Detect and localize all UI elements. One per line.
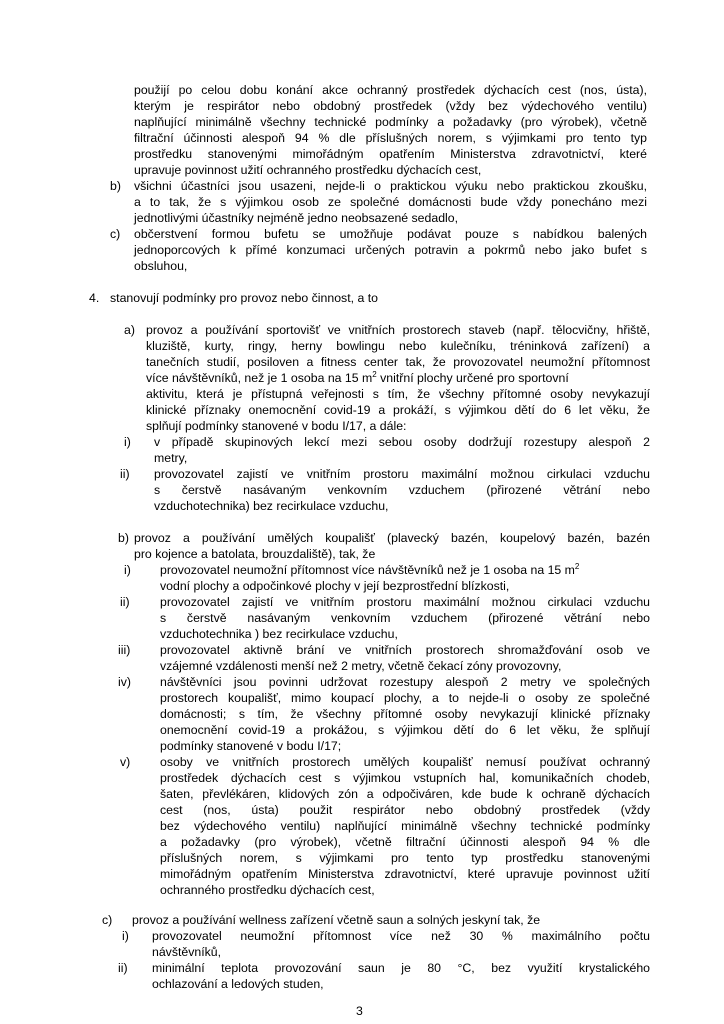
paragraph-line: vzduchotechnika ) bez recirkulace vzduchu,	[160, 627, 398, 641]
paragraph-line: ochranného prostředku dýchacích cest,	[160, 883, 375, 897]
list-label: ii)	[120, 467, 130, 481]
paragraph-line	[160, 562, 579, 578]
section-number: 4.	[89, 291, 100, 305]
list-label: iii)	[118, 643, 131, 657]
superscript: 2	[372, 370, 377, 379]
paragraph-line: metry,	[154, 451, 188, 465]
list-label: c)	[102, 913, 113, 927]
paragraph-line: občerstvení formou bufetu se umožňuje podávat pouze s nabídkou balených	[134, 227, 647, 241]
paragraph-line: jednoporcových k přímé konzumaci určených potravin a pokrmů nebo jako bufet s	[134, 243, 647, 257]
paragraph-line: obsluhou,	[134, 259, 188, 273]
paragraph-line: návštěvníků,	[152, 945, 222, 959]
paragraph-line	[146, 370, 569, 386]
list-label: b)	[118, 531, 129, 545]
paragraph-line: domácnosti; s tím, že všechny přítomné osoby nevykazují klinické příznaky	[160, 707, 650, 721]
paragraph-line: návštěvníci jsou povinni udržovat rozestupy alespoň 2 metry ve společných	[160, 675, 650, 689]
paragraph-line: v případě skupinových lekcí mezi sebou osoby dodržují rozestupy alespoň 2	[154, 435, 650, 449]
paragraph-line: pro kojence a batolata, brouzdaliště), tak, že	[134, 547, 376, 561]
paragraph-line: použijí po celou dobu konání akce ochranný prostředek dýchacích cest (nos, ústa),	[134, 83, 647, 97]
list-label: c)	[110, 227, 121, 241]
list-label: a)	[124, 323, 135, 337]
paragraph-line: kterým je respirátor nebo obdobný prostředek (vždy bez výdechového ventilu)	[134, 99, 647, 113]
paragraph-line: aktivitu, která je přístupná veřejnosti s tím, že všechny přítomné osoby nevykazují	[146, 387, 650, 401]
list-label: iv)	[118, 675, 131, 689]
list-label: i)	[124, 435, 131, 449]
paragraph-line: mimořádným opatřením Ministerstva zdravotnictví, které upravuje povinnost užití	[160, 867, 650, 881]
paragraph-line: klinické příznaky onemocnění covid-19 a prokáží, s výjimkou dětí do 6 let věku, že	[146, 403, 650, 417]
paragraph-line: provozovatel neumožní přítomnost více než 30 % maximálního počtu	[152, 929, 650, 943]
paragraph-line: jednotlivými účastníky nejméně jedno neobsazené sedadlo,	[134, 211, 459, 225]
text-run: vnitřní plochy určené pro sportovní	[380, 371, 569, 385]
paragraph-line: provoz a používání umělých koupališť (plavecký bazén, koupelový bazén, bazén	[134, 531, 650, 545]
list-label: i)	[122, 929, 129, 943]
paragraph-line: s čerstvě nasávaným venkovním vzduchem (přirozené větrání nebo	[160, 611, 650, 625]
paragraph-line: a požadavky (pro výrobek), včetně filtrační účinnosti alespoň 94 % dle	[160, 835, 650, 849]
paragraph-line: prostředku stanovenými mimořádným opatřením Ministerstva zdravotnictví, které	[134, 147, 647, 161]
list-label: i)	[124, 563, 131, 577]
paragraph-line: splňují podmínky stanovené v bodu I/17, a dále:	[146, 419, 407, 433]
paragraph-line: provozovatel zajistí ve vnitřním prostoru maximální možnou cirkulaci vzduchu	[154, 467, 650, 481]
paragraph-line: prostorech koupališť, mimo koupací plochy, a to nejde-li o osoby ze společné	[160, 691, 650, 705]
paragraph-line: cest (nos, ústa) použit respirátor nebo obdobný prostředek (vždy	[160, 803, 650, 817]
text-run: provozovatel neumožní přítomnost více návštěvníků než je 1 osoba na 15 m	[160, 563, 575, 577]
paragraph-line: příslušných norem, s výjimkami pro tento typ prostředku stanovenými	[160, 851, 650, 865]
paragraph-line: prostředek dýchacích cest s výjimkou vstupních hal, komunikačních chodeb,	[160, 771, 650, 785]
paragraph-line: podmínky stanovené v bodu I/17;	[160, 739, 342, 753]
superscript: 2	[574, 562, 580, 571]
paragraph-line: vzájemné vzdálenosti menší než 2 metry, včetně čekací zóny provozovny,	[160, 659, 562, 673]
paragraph-line: ochlazování a ledových studen,	[152, 977, 324, 991]
paragraph-line: provoz a používání sportovišť ve vnitřních prostorech staveb (např. tělocvičny, hřiště,	[146, 323, 650, 337]
paragraph-line: všichni účastníci jsou usazeni, nejde-li o praktickou výuku nebo praktickou zkoušku,	[134, 179, 647, 193]
paragraph-line: bez výdechového ventilu) naplňující minimálně všechny technické podmínky	[160, 819, 650, 833]
paragraph-line: onemocnění covid-19 a prokážou, s výjimkou dětí do 6 let věku, že splňují	[160, 723, 650, 737]
list-label: v)	[120, 755, 131, 769]
page-number: 3	[356, 1004, 363, 1018]
paragraph-line: vzduchotechnika) bez recirkulace vzduchu,	[154, 499, 389, 513]
paragraph-line: s čerstvě nasávaným venkovním vzduchem (přirozené větrání nebo	[154, 483, 650, 497]
paragraph-line: provozovatel aktivně brání ve vnitřních prostorech shromažďování osob ve	[160, 643, 650, 657]
list-label: ii)	[118, 961, 128, 975]
text-run: více návštěvníků, než je 1 osoba na 15 m	[146, 371, 373, 385]
paragraph-line: tanečních studií, posiloven a fitness center tak, že provozovatel neumožní přítomnost	[146, 355, 650, 369]
paragraph-line: minimální teplota provozování saun je 80 °C, bez využití krystalického	[152, 961, 650, 975]
paragraph-line: vodní plochy a odpočinkové plochy v její bezprostřední blízkosti,	[160, 579, 510, 593]
paragraph-line: šaten, převlékáren, klidových zón a odpočiváren, kde bude k ochraně dýchacích	[160, 787, 650, 801]
list-label: ii)	[120, 595, 130, 609]
paragraph-line: upravuje povinnost užití ochranného prostředku dýchacích cest,	[134, 163, 482, 177]
paragraph-line: a to tak, že s výjimkou osob ze společné domácnosti bude vždy ponecháno mezi	[134, 195, 647, 209]
paragraph-line: filtrační účinnosti alespoň 94 % dle příslušných norem, s výjimkami pro tento typ	[134, 131, 647, 145]
paragraph-line: provoz a používání wellness zařízení včetně saun a solných jeskyní tak, že	[132, 913, 541, 927]
paragraph-line: provozovatel zajistí ve vnitřním prostoru maximální možnou cirkulaci vzduchu	[160, 595, 650, 609]
paragraph-line: naplňující minimálně všechny technické podmínky a požadavky (pro výrobek), včetně	[134, 115, 647, 129]
list-label: b)	[110, 179, 121, 193]
paragraph-line: kluziště, kurty, ringy, herny bowlingu nebo kulečníku, tréninková zařízení) a	[146, 339, 650, 353]
section-heading: stanovují podmínky pro provoz nebo činnost, a to	[110, 291, 378, 305]
paragraph-line: osoby ve vnitřních prostorech umělých koupališť nemusí používat ochranný	[160, 755, 650, 769]
